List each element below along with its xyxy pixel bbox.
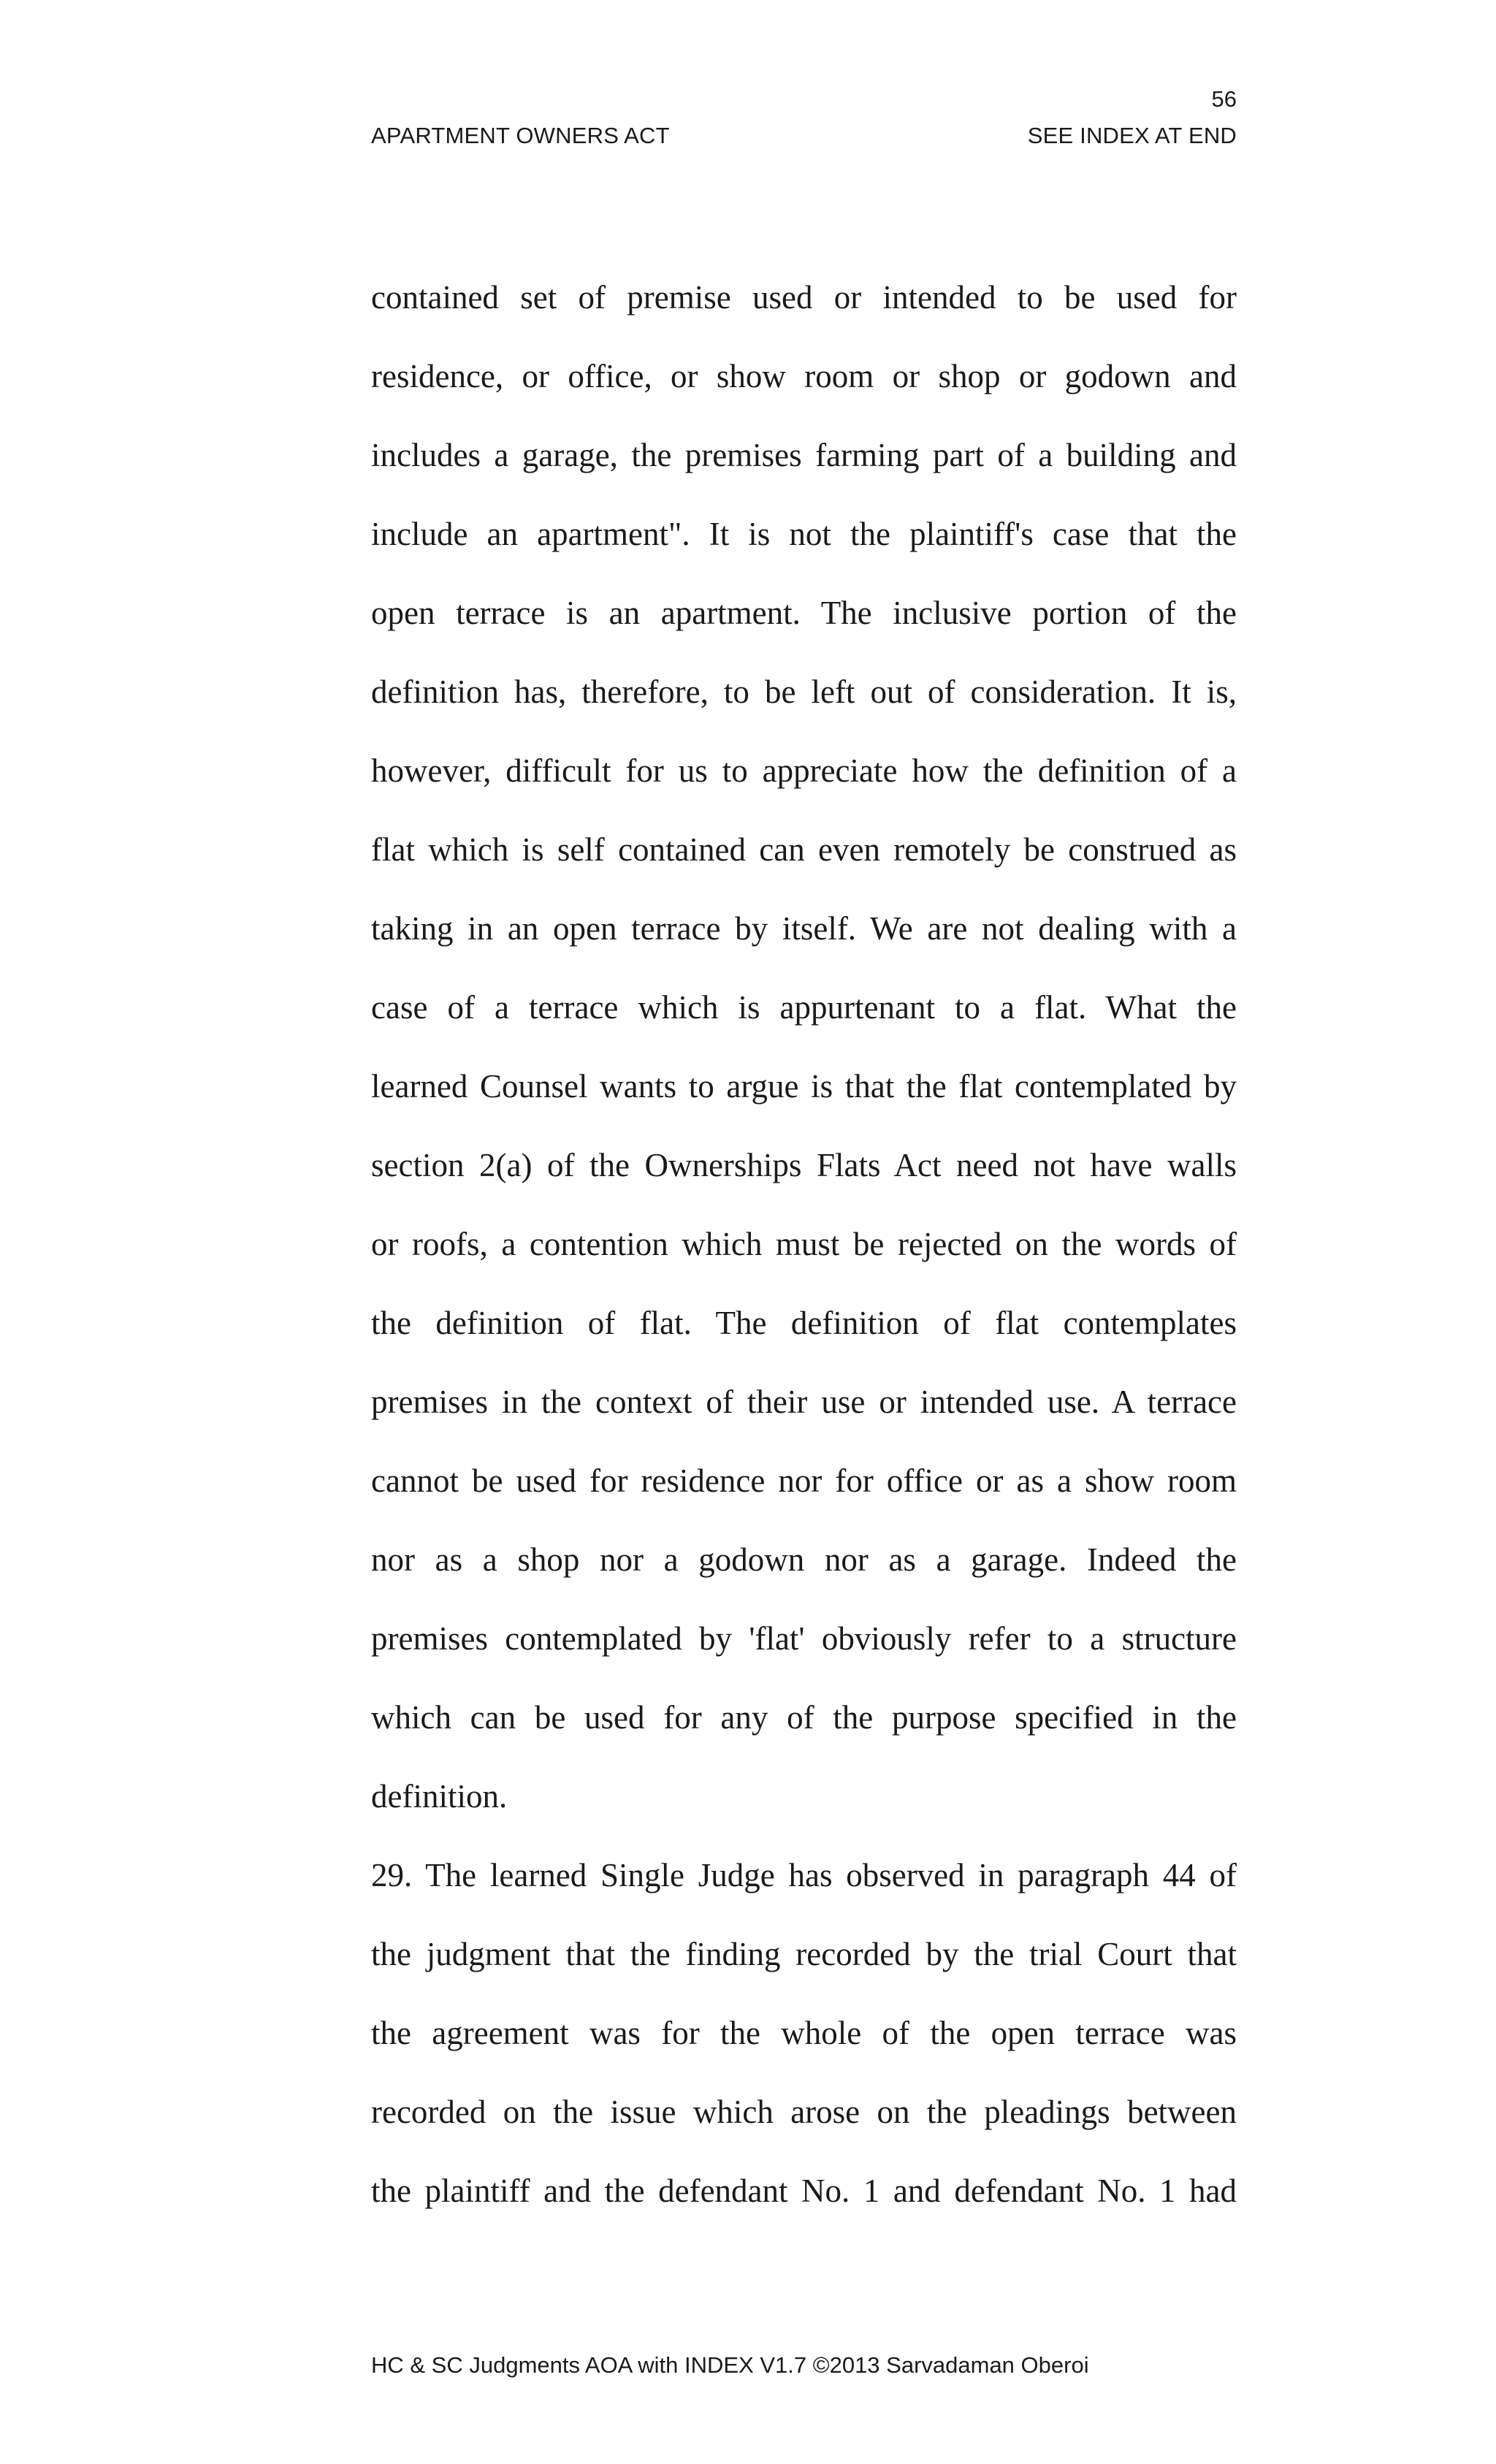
text-line: contained set of premise used or intended to be used for	[371, 279, 1237, 316]
text-line: however, difficult for us to appreciate how the definition of a	[371, 752, 1237, 789]
text-line: learned Counsel wants to argue is that the flat contemplated by	[371, 1068, 1237, 1105]
text-line: premises contemplated by 'flat' obviously refer to a structure	[371, 1620, 1237, 1657]
body-text	[371, 258, 1237, 2230]
text-line: residence, or office, or show room or shop or godown and	[371, 358, 1237, 394]
text-line: 29. The learned Single Judge has observed in paragraph 44 of	[371, 1857, 1237, 1893]
text-line: the plaintiff and the defendant No. 1 and defendant No. 1 had	[371, 2173, 1237, 2209]
text-line: flat which is self contained can even remotely be construed as	[371, 831, 1237, 868]
text-line: include an apartment". It is not the plaintiff's case that the	[371, 516, 1237, 552]
running-header	[371, 124, 1237, 147]
text-line: recorded on the issue which arose on the pleadings between	[371, 2094, 1237, 2130]
text-line: section 2(a) of the Ownerships Flats Act need not have walls	[371, 1147, 1237, 1183]
text-line: the definition of flat. The definition of flat contemplates	[371, 1305, 1237, 1341]
text-line: taking in an open terrace by itself. We are not dealing with a	[371, 910, 1237, 947]
text-line: the judgment that the finding recorded by the trial Court that	[371, 1936, 1237, 1972]
header-left-title: APARTMENT OWNERS ACT	[371, 123, 670, 148]
text-line: definition.	[371, 1778, 508, 1815]
page-footer: HC & SC Judgments AOA with INDEX V1.7 ©2013 Sarvadaman Oberoi	[371, 2352, 1089, 2378]
header-right-note: SEE INDEX AT END	[1027, 123, 1237, 148]
text-line: premises in the context of their use or intended use. A terrace	[371, 1384, 1237, 1420]
text-line: includes a garage, the premises farming part of a building and	[371, 437, 1237, 473]
text-line: which can be used for any of the purpose specified in the	[371, 1699, 1237, 1736]
text-line: or roofs, a contention which must be rejected on the words of	[371, 1226, 1237, 1262]
text-line: open terrace is an apartment. The inclusive portion of the	[371, 595, 1237, 631]
text-line: case of a terrace which is appurtenant to a flat. What the	[371, 989, 1237, 1026]
page-number: 56	[1211, 86, 1237, 112]
text-line: cannot be used for residence nor for office or as a show room	[371, 1462, 1237, 1499]
text-line: nor as a shop nor a godown nor as a garage. Indeed the	[371, 1541, 1237, 1578]
text-line: definition has, therefore, to be left out of consideration. It is,	[371, 674, 1237, 710]
text-line: the agreement was for the whole of the open terrace was	[371, 2015, 1237, 2051]
